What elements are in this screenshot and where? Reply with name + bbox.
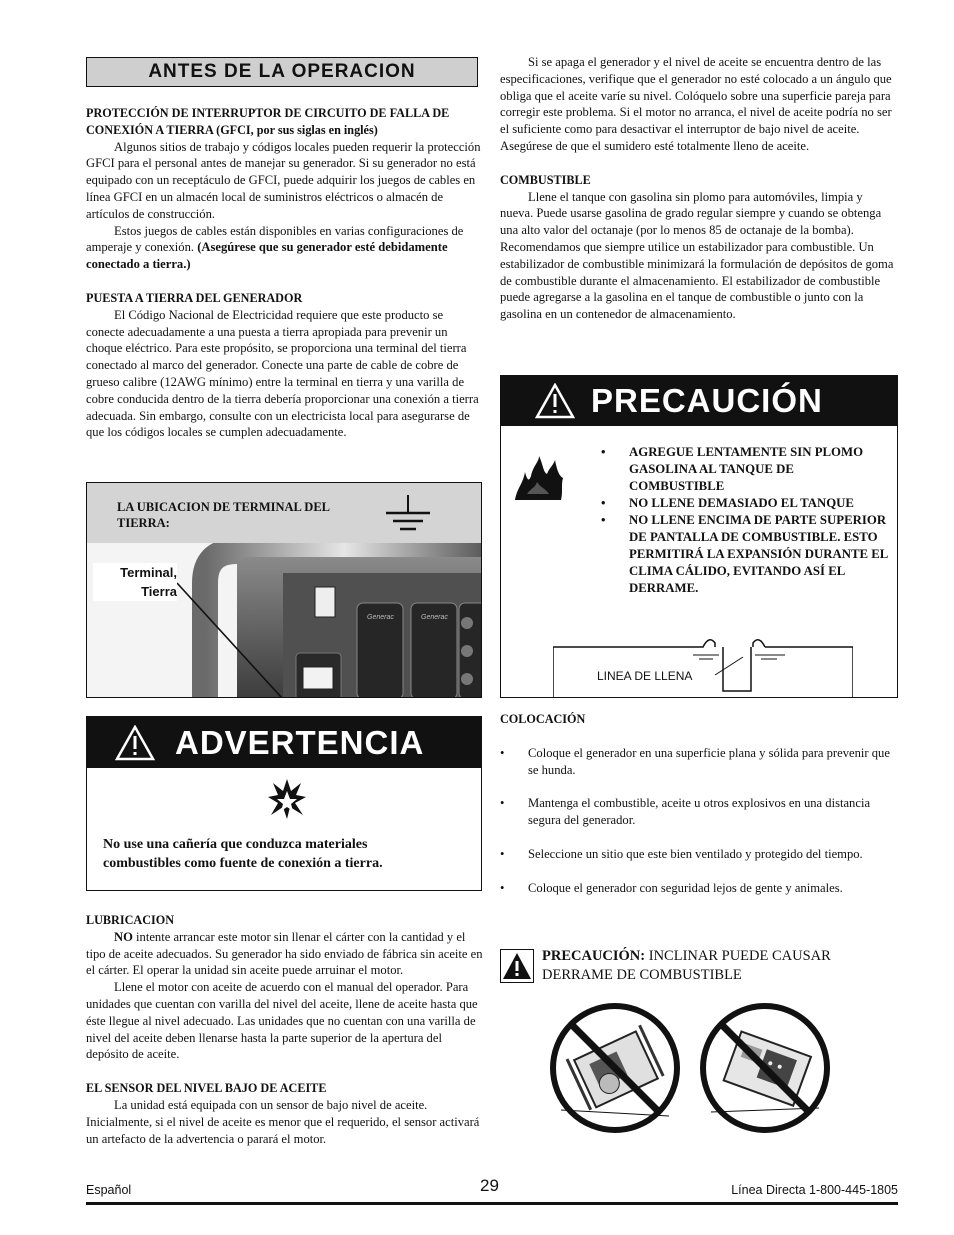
section-title: ANTES DE LA OPERACION — [86, 57, 478, 87]
gfci-paragraph-1: Algunos sitios de trabajo y códigos locales pueden requerir la protección GFCI para el personal antes de manejar su generador. Si su generador no está equipado con un receptáculo de GFCI, puede adquirir los juegos de cables en línea GFCI en un almacén local de suministros eléctricos o almacén de artículos de construcción. — [86, 139, 481, 221]
colocacion-bullet: • Mantenga el combustible, aceite u otros explosivos en una distancia segura del generador. — [500, 796, 871, 828]
gfci-section — [86, 105, 484, 441]
precaucion-bullet-list — [601, 444, 891, 597]
ground-terminal-figure — [86, 482, 482, 698]
ground-paragraph: El Código Nacional de Electricidad requiere que este producto se conecte adecuadamente a una puesta a tierra apropiada para prevenir un choque eléctrico. Para este propósito, se proporciona una terminal del tierra conectado al marco del generador. Conecte una parte de cable de cobre de grueso calibre (12AWG mínimo) entre la terminal en tierra y una varilla de cobre conducida dentro de la tierra debería proporcionar una conexión a tierra adecuada. Sin embargo, consulte con un electricista local para asegurarse de que los códigos locales se cumplen adecuadamente. — [86, 307, 479, 440]
fuel-tank-fill-diagram — [553, 631, 853, 697]
right-column-text — [500, 54, 898, 323]
advertencia-title: ADVERTENCIA — [175, 724, 425, 761]
fire-icon — [513, 454, 565, 502]
advertencia-warning-box — [86, 716, 482, 891]
fill-line-label: LINEA DE LLENA — [597, 669, 693, 683]
advertencia-text: No use una cañería que conduzca materiales combustibles como fuente de conexión a tierra. — [103, 837, 383, 871]
ground-terminal-callout: Terminal, Tierra — [93, 563, 177, 601]
lubricacion-paragraph-1: NO intente arrancar este motor sin llenar el cárter con la cantidad y el tipo de aceite adecuados. Su generador ha sido enviado de fábrica sin aceite en el cárter. El operar la unidad sin aceite puede arruinar el motor. — [86, 929, 483, 978]
combustible-heading: COMBUSTIBLE — [500, 172, 591, 187]
sensor-paragraph-1: La unidad está equipada con un sensor de bajo nivel de aceite. Inicialmente, si el nivel de aceite es menor que el requerido, el sensor activará un artefacto de la advertencia o parará el motor. — [86, 1097, 480, 1146]
gfci-paragraph-2: Estos juegos de cables están disponibles en varias configuraciones de amperaje y conexión. (Asegúrese que su generador esté debidamente conectado a tierra.) — [86, 223, 464, 272]
no-tilt-generator-icon — [547, 1000, 683, 1136]
precaucion-bullet: • NO LLENE ENCIMA DE PARTE SUPERIOR DE PANTALLA DE COMBUSTIBLE. ESTO PERMITIRÁ LA EXPANSIÓN DURANTE EL CLIMA CÁLIDO, EVITANDO ASÍ EL DERRAME. — [601, 513, 888, 595]
page-footer — [86, 1178, 898, 1202]
ground-figure-header — [87, 483, 481, 544]
footer-divider — [86, 1202, 898, 1205]
precaucion-title: PRECAUCIÓN — [591, 382, 823, 419]
ground-figure-label: LA UBICACION DE TERMINAL DEL TIERRA: — [117, 500, 330, 530]
colocacion-bullet: • Coloque el generador en una superficie plana y sólida para prevenir que se hunda. — [500, 745, 890, 777]
precaucion-header-bar — [501, 376, 897, 426]
panel-brand-1: Generac — [367, 614, 394, 621]
footer-hotline: Línea Directa 1-800-445-1805 — [731, 1183, 898, 1197]
warning-triangle-icon — [500, 949, 534, 983]
tilt-caution-text: PRECAUCIÓN: INCLINAR PUEDE CAUSAR DERRAME DE COMBUSTIBLE — [542, 948, 831, 983]
warning-triangle-icon — [115, 725, 155, 761]
advertencia-header-bar — [87, 717, 481, 768]
precaucion-bullet: • AGREGUE LENTAMENTE SIN PLOMO GASOLINA AL TANQUE DE COMBUSTIBLE — [601, 445, 864, 493]
explosion-icon — [267, 777, 307, 821]
footer-language: Español — [86, 1183, 132, 1197]
lubricacion-paragraph-2: Llene el motor con aceite de acuerdo con el manual del operador. Para unidades que cuentan con varilla del nivel del aceite, llene de aceite hasta que éste llegue al nivel adecuado. Las unidades que no cuentan con una varilla de nivel del aceite deben llenarse hasta la parte superior de la apertura del depósito de aceite. — [86, 980, 478, 1062]
no-tilt-generator-icon — [697, 1000, 833, 1136]
lubricacion-heading: LUBRICACION — [86, 913, 175, 927]
ground-heading: PUESTA A TIERRA DEL GENERADOR — [86, 290, 303, 305]
ground-symbol-icon — [383, 493, 433, 535]
sensor-paragraph-2: Si se apaga el generador y el nivel de aceite se encuentra dentro de las especificaciones, verifique que el generador no esté colocado a un ángulo que obliga que el aceite varíe su nivel. Colóquelo sobre una superficie pareja para corregir este problema. Si el motor no arranca, el nivel de aceite podría no ser el suficiente como para desactivar el interruptor de bajo nivel de aceite. Asegúrese de que el sumidero esté totalmente lleno de aceite. — [500, 55, 892, 153]
colocacion-bullet: • Coloque el generador con seguridad lejos de gente y animales. — [500, 880, 843, 895]
panel-brand-2: Generac — [421, 614, 448, 621]
precaucion-bullet: • NO LLENE DEMASIADO EL TANQUE — [601, 496, 854, 510]
sensor-heading: EL SENSOR DEL NIVEL BAJO DE ACEITE — [86, 1081, 327, 1096]
combustible-paragraph: Llene el tanque con gasolina sin plomo para automóviles, limpia y nueva. Puede usarse gasolina de grado regular siempre y cuando se obtenga una alto valor del octanaje (por lo menos 85 de octanaje de la bomba). Recomendamos que siempre utilice un estabilizador para combustible. Un estabilizador de combustible minimizará la formulación de depósitos de goma de combustible durante el almacenamiento. El estabilizador de combustible puede agregarse a la gasolina en el tanque de combustible o junto con la gasolina en un contenedor de almacenamiento. — [500, 189, 894, 322]
colocacion-heading: COLOCACIÓN — [500, 712, 586, 726]
colocacion-bullet-list — [500, 745, 898, 897]
warning-triangle-icon — [535, 383, 575, 419]
precaucion-caution-box — [500, 375, 898, 698]
lubricacion-section — [86, 912, 484, 1147]
gfci-heading: PROTECCIÓN DE INTERRUPTOR DE CIRCUITO DE FALLA DE CONEXIÓN A TIERRA (GFCI, por sus siglas en inglés) — [86, 106, 450, 137]
page-number: 29 — [480, 1176, 499, 1195]
colocacion-section — [500, 711, 898, 897]
colocacion-bullet: • Seleccione un sitio que este bien ventilado y protegido del tiempo. — [500, 846, 863, 861]
